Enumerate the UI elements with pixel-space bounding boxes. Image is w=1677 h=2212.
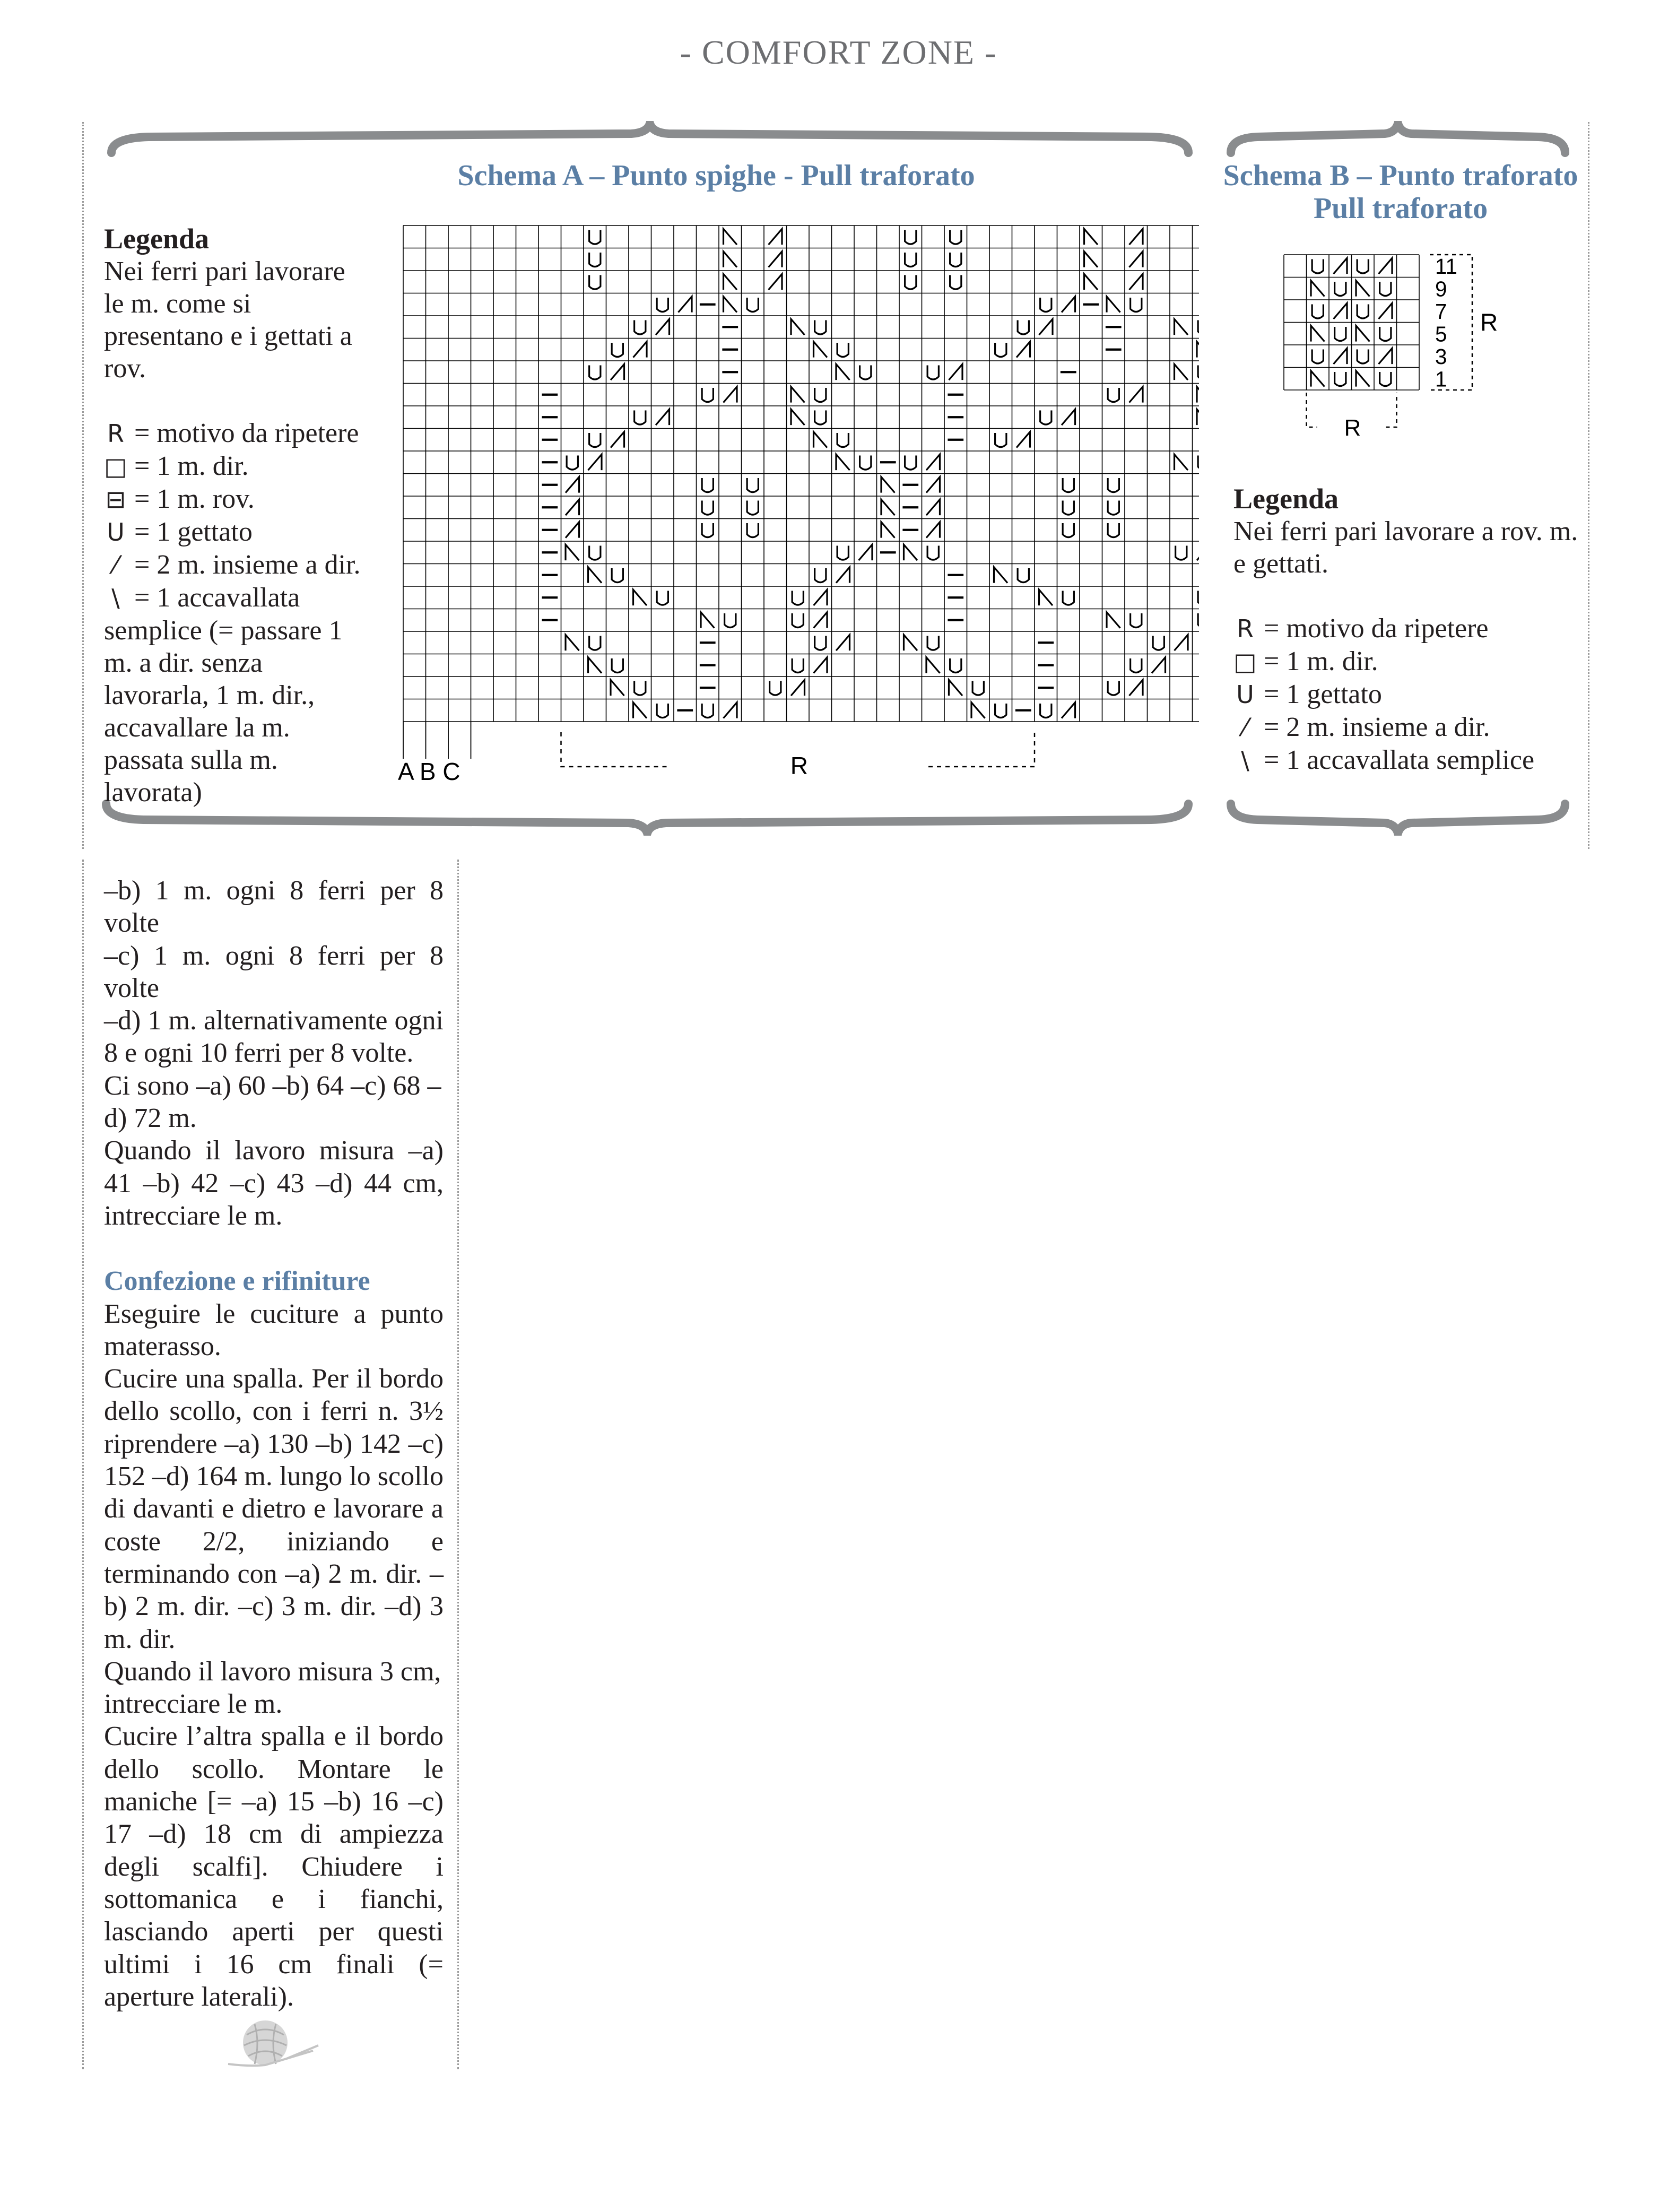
yarn-over-symbol bbox=[1357, 259, 1368, 274]
yarn-over-symbol bbox=[1108, 523, 1119, 537]
legend-a-title: Legenda bbox=[104, 223, 210, 255]
ssk-symbol bbox=[791, 319, 805, 335]
k2tog-symbol bbox=[926, 522, 940, 538]
ssk-symbol bbox=[1175, 364, 1188, 380]
yarn-over-symbol bbox=[1335, 372, 1346, 386]
yarn-over-symbol bbox=[1040, 298, 1052, 312]
column-labels-left: A B C bbox=[398, 758, 460, 785]
yarn-over-symbol bbox=[837, 546, 848, 560]
legend-text: = motivo da ripetere bbox=[127, 418, 359, 448]
k2tog-symbol bbox=[836, 567, 850, 583]
ssk-symbol bbox=[724, 274, 737, 290]
k2tog-symbol bbox=[814, 612, 828, 628]
yarn-over-symbol bbox=[905, 275, 916, 290]
paragraph: Cucire una spalla. Per il bordo dello scollo, con i ferri n. 3½ riprendere –a) 130 –b) 142 –c) 152 –d) 164 m. lungo lo scollo di davanti e dietro e lavorare a coste 2/2, iniziando e terminando con –a) 2 m. dir. –b) 2 m. dir. –c) 3 m. dir. –d) 3 m. dir. bbox=[104, 1364, 444, 1654]
yarn-over-symbol bbox=[1108, 478, 1119, 492]
yarn-over-symbol bbox=[747, 478, 758, 492]
k2tog-symbol bbox=[1062, 409, 1075, 425]
legend-text: = motivo da ripetere bbox=[1257, 613, 1489, 644]
schema-a-chart bbox=[393, 215, 1199, 804]
paragraph: Eseguire le cuciture a punto materasso. bbox=[104, 1298, 444, 1361]
yarn-over-symbol bbox=[1380, 327, 1391, 341]
ssk-symbol bbox=[1084, 229, 1098, 245]
k2tog-symbol bbox=[611, 432, 624, 448]
yarn-over-symbol bbox=[635, 320, 646, 335]
ssk-symbol bbox=[949, 680, 963, 696]
ssk-symbol bbox=[724, 251, 737, 267]
k2tog-symbol bbox=[859, 544, 873, 560]
ssk-symbol bbox=[1356, 371, 1370, 387]
legend-text: = 2 m. insieme a dir. bbox=[127, 550, 361, 580]
yarn-over-symbol bbox=[995, 704, 1006, 718]
k2tog-symbol bbox=[724, 387, 737, 403]
yarn-over-symbol bbox=[950, 230, 961, 245]
ssk-symbol bbox=[791, 387, 805, 403]
k2tog-symbol bbox=[949, 364, 963, 380]
legend-item bbox=[104, 417, 369, 450]
yarn-over-symbol bbox=[702, 478, 713, 492]
frame-left-line bbox=[82, 122, 84, 849]
ssk-symbol bbox=[1197, 342, 1199, 358]
legend-item bbox=[104, 483, 369, 516]
k2tog-symbol bbox=[769, 274, 783, 290]
legend-item bbox=[104, 450, 369, 483]
legend-item bbox=[104, 516, 369, 549]
frame-right-line bbox=[1588, 122, 1589, 849]
bottom-brace-b bbox=[1226, 799, 1570, 836]
yarn-over-symbol bbox=[815, 636, 826, 650]
legend-b-title: Legenda bbox=[1233, 483, 1339, 515]
yarn-over-symbol bbox=[635, 681, 646, 696]
ssk-symbol bbox=[1311, 371, 1325, 387]
yarn-over-symbol bbox=[792, 591, 803, 605]
yarn-over-symbol bbox=[1312, 259, 1323, 274]
side-repeat-label: R bbox=[1480, 308, 1498, 336]
legend-a-items bbox=[104, 417, 369, 809]
yarn-over-symbol bbox=[1018, 320, 1029, 335]
yarn-over-symbol bbox=[905, 253, 916, 267]
yarn-over-symbol bbox=[837, 343, 848, 357]
yarn-over-symbol bbox=[1198, 366, 1199, 380]
yarn-over-symbol bbox=[589, 366, 601, 380]
ssk-symbol bbox=[836, 364, 850, 380]
yarn-over-symbol bbox=[950, 275, 961, 290]
ssk-symbol bbox=[926, 657, 940, 673]
yarn-over-symbol bbox=[1312, 350, 1323, 364]
yarn-over-symbol bbox=[702, 501, 713, 515]
yarn-over-symbol bbox=[1198, 320, 1199, 335]
ssk-symbol bbox=[633, 702, 647, 718]
yarn-over-symbol bbox=[1131, 658, 1142, 673]
schema-b-chart bbox=[1279, 249, 1533, 446]
ssk-symbol bbox=[814, 342, 828, 358]
ssk-symbol bbox=[814, 432, 828, 448]
k2tog-symbol bbox=[566, 499, 579, 515]
paragraph: Quando il lavoro misura 3 cm, intrecciare le m. bbox=[104, 1656, 441, 1720]
yarn-over-symbol bbox=[995, 433, 1006, 447]
bottom-repeat-label: R bbox=[1344, 415, 1361, 441]
k2tog-symbol bbox=[656, 409, 670, 425]
yarn-over-symbol bbox=[1153, 636, 1164, 650]
yarn-over-symbol bbox=[815, 568, 826, 583]
legend-symbol: R bbox=[1237, 614, 1254, 643]
yarn-over-symbol bbox=[747, 501, 758, 515]
yarn-over-symbol bbox=[972, 681, 984, 696]
k2tog-symbol bbox=[926, 477, 940, 493]
ssk-symbol bbox=[904, 544, 918, 560]
yarn-over-symbol bbox=[1335, 327, 1346, 341]
column-right-line bbox=[457, 860, 459, 2069]
legend-item bbox=[1233, 612, 1584, 645]
yarn-over-symbol bbox=[657, 298, 668, 312]
ssk-symbol bbox=[994, 567, 1008, 583]
k2tog-symbol bbox=[1129, 387, 1143, 403]
legend-item bbox=[1233, 744, 1584, 777]
legend-symbol: □ bbox=[104, 452, 127, 481]
yarn-over-symbol bbox=[589, 230, 601, 245]
k2tog-symbol bbox=[1379, 303, 1393, 319]
k2tog-symbol bbox=[611, 364, 624, 380]
legend-symbol: \ bbox=[111, 584, 120, 612]
legend-symbol: ⁄ bbox=[114, 551, 118, 579]
k2tog-symbol bbox=[1062, 297, 1075, 313]
yarn-over-symbol bbox=[1040, 411, 1052, 425]
ssk-symbol bbox=[1175, 319, 1188, 335]
k2tog-symbol bbox=[633, 342, 647, 358]
schema-a-title: Schema A – Punto spighe - Pull traforato bbox=[457, 159, 975, 192]
yarn-over-symbol bbox=[725, 613, 736, 628]
yarn-over-symbol bbox=[1357, 305, 1368, 319]
legend-text: = 1 gettato bbox=[1257, 679, 1382, 709]
yarn-over-symbol bbox=[702, 388, 713, 402]
legend-b-intro: Nei ferri pari lavorare a rov. m. e gettati. bbox=[1233, 516, 1578, 579]
row-number: 9 bbox=[1435, 276, 1447, 301]
k2tog-symbol bbox=[1379, 258, 1393, 274]
ssk-symbol bbox=[611, 680, 624, 696]
yarn-over-symbol bbox=[589, 433, 601, 447]
ssk-symbol bbox=[1311, 326, 1325, 342]
paragraph: –d) 1 m. alternativamente ogni 8 e ogni 10 ferri per 8 volte. bbox=[104, 1005, 444, 1069]
legend-symbol: ⊟ bbox=[105, 485, 126, 514]
ssk-symbol bbox=[971, 702, 985, 718]
yarn-over-symbol bbox=[747, 298, 758, 312]
row-number: 11 bbox=[1435, 254, 1457, 279]
yarn-over-symbol bbox=[1108, 388, 1119, 402]
yarn-over-symbol bbox=[815, 411, 826, 425]
ssk-symbol bbox=[904, 635, 918, 650]
bottom-repeat-label: R bbox=[790, 752, 808, 779]
yarn-over-symbol bbox=[589, 253, 601, 267]
yarn-over-symbol bbox=[589, 275, 601, 290]
schema-b-title: Schema B – Punto traforato Pull traforato bbox=[1223, 159, 1578, 225]
yarn-over-symbol bbox=[1108, 501, 1119, 515]
paragraph: Quando il lavoro misura –a) 41 –b) 42 –c) 43 –d) 44 cm, intrecciare le m. bbox=[104, 1135, 444, 1231]
ssk-symbol bbox=[724, 229, 737, 245]
legend-a-intro: Nei ferri pari lavorare le m. come si presentano e i gettati a rov. bbox=[104, 256, 352, 384]
k2tog-symbol bbox=[1129, 680, 1143, 696]
ssk-symbol bbox=[881, 522, 895, 538]
yarn-over-symbol bbox=[815, 388, 826, 402]
yarn-over-symbol bbox=[747, 523, 758, 537]
k2tog-symbol bbox=[1334, 348, 1348, 364]
ssk-symbol bbox=[791, 409, 805, 425]
row-number: 3 bbox=[1435, 344, 1447, 369]
yarn-over-symbol bbox=[589, 636, 601, 650]
yarn-over-symbol bbox=[612, 343, 623, 357]
yarn-over-symbol bbox=[1131, 613, 1142, 628]
yarn-over-symbol bbox=[612, 568, 623, 583]
ssk-symbol bbox=[881, 477, 895, 493]
k2tog-symbol bbox=[769, 251, 783, 267]
yarn-over-symbol bbox=[567, 456, 578, 470]
k2tog-symbol bbox=[724, 702, 737, 718]
ssk-symbol bbox=[1107, 297, 1120, 313]
k2tog-symbol bbox=[814, 657, 828, 673]
k2tog-symbol bbox=[769, 229, 783, 245]
yarn-over-symbol bbox=[905, 230, 916, 245]
legend-item bbox=[1233, 711, 1584, 744]
ssk-symbol bbox=[1197, 409, 1199, 425]
ssk-symbol bbox=[836, 454, 850, 470]
yarn-over-symbol bbox=[1063, 478, 1074, 492]
ssk-symbol bbox=[1197, 387, 1199, 403]
top-brace-a bbox=[106, 121, 1194, 158]
paragraph: Cucire l’altra spalla e il bordo dello scollo. Montare le maniche [= –a) 15 –b) 16 –c) 17 –d) 18 cm di ampiezza degli scalfi]. Chiudere i sottomanica e i fianchi, lasciando aperti per questi ultimi i 16 cm finali (= aperture laterali). bbox=[104, 1721, 444, 2012]
k2tog-symbol bbox=[814, 589, 828, 605]
yarn-over-symbol bbox=[1312, 305, 1323, 319]
ssk-symbol bbox=[881, 499, 895, 515]
yarn-over-symbol bbox=[770, 681, 781, 696]
legend-item bbox=[1233, 678, 1584, 711]
yarn-over-symbol bbox=[792, 658, 803, 673]
yarn-over-symbol bbox=[1063, 591, 1074, 605]
ssk-symbol bbox=[1084, 251, 1098, 267]
legend-text: = 1 accavallata semplice bbox=[1257, 745, 1535, 775]
paragraph: –b) 1 m. ogni 8 ferri per 8 volte bbox=[104, 875, 444, 939]
yarn-over-symbol bbox=[950, 253, 961, 267]
ssk-symbol bbox=[1107, 612, 1120, 628]
page-header: - COMFORT ZONE - bbox=[680, 33, 997, 71]
instructions-column bbox=[104, 874, 444, 2013]
yarn-over-symbol bbox=[635, 411, 646, 425]
legend-a bbox=[104, 223, 369, 809]
yarn-over-symbol bbox=[702, 523, 713, 537]
yarn-over-symbol bbox=[860, 456, 871, 470]
paragraph: Ci sono –a) 60 –b) 64 –c) 68 –d) 72 m. bbox=[104, 1070, 441, 1134]
yarn-over-symbol bbox=[950, 658, 961, 673]
yarn-over-symbol bbox=[657, 591, 668, 605]
row-number: 7 bbox=[1435, 299, 1447, 324]
k2tog-symbol bbox=[656, 319, 670, 335]
yarn-over-symbol bbox=[1176, 546, 1187, 560]
yarn-over-symbol bbox=[1380, 372, 1391, 386]
ssk-symbol bbox=[1356, 326, 1370, 342]
ssk-symbol bbox=[566, 544, 579, 560]
legend-b-items bbox=[1233, 612, 1584, 777]
yarn-over-symbol bbox=[702, 704, 713, 718]
k2tog-symbol bbox=[1379, 348, 1393, 364]
legend-text: = 1 m. dir. bbox=[127, 451, 249, 481]
yarn-over-symbol bbox=[927, 546, 939, 560]
legend-item bbox=[104, 582, 369, 809]
ssk-symbol bbox=[633, 589, 647, 605]
legend-symbol: U bbox=[1236, 680, 1254, 709]
ssk-symbol bbox=[1311, 281, 1325, 297]
yarn-over-symbol bbox=[1131, 298, 1142, 312]
legend-item bbox=[1233, 645, 1584, 678]
legend-item bbox=[104, 549, 369, 582]
k2tog-symbol bbox=[1016, 342, 1030, 358]
ssk-symbol bbox=[701, 612, 715, 628]
yarn-over-symbol bbox=[657, 704, 668, 718]
k2tog-symbol bbox=[1334, 258, 1348, 274]
row-number: 5 bbox=[1435, 322, 1447, 346]
k2tog-symbol bbox=[1062, 702, 1075, 718]
yarn-over-symbol bbox=[589, 546, 601, 560]
yarn-ball-icon bbox=[218, 2014, 324, 2072]
column-left-line bbox=[82, 860, 84, 2069]
yarn-over-symbol bbox=[1198, 613, 1199, 628]
yarn-over-symbol bbox=[612, 658, 623, 673]
legend-b bbox=[1233, 483, 1584, 777]
k2tog-symbol bbox=[1175, 635, 1188, 650]
yarn-over-symbol bbox=[1108, 681, 1119, 696]
k2tog-symbol bbox=[836, 635, 850, 650]
yarn-over-symbol bbox=[1018, 568, 1029, 583]
top-brace-b bbox=[1226, 121, 1570, 158]
k2tog-symbol bbox=[566, 477, 579, 493]
legend-symbol: R bbox=[107, 419, 124, 448]
k2tog-symbol bbox=[566, 522, 579, 538]
ssk-symbol bbox=[724, 297, 737, 313]
k2tog-symbol bbox=[1039, 319, 1053, 335]
k2tog-symbol bbox=[1129, 251, 1143, 267]
paragraph: –c) 1 m. ogni 8 ferri per 8 volte bbox=[104, 940, 444, 1003]
ssk-symbol bbox=[588, 567, 602, 583]
legend-symbol: ⁄ bbox=[1243, 713, 1247, 742]
yarn-over-symbol bbox=[995, 343, 1006, 357]
yarn-over-symbol bbox=[1335, 282, 1346, 296]
yarn-over-symbol bbox=[860, 366, 871, 380]
k2tog-symbol bbox=[926, 454, 940, 470]
legend-text: = 1 m. dir. bbox=[1257, 646, 1378, 676]
yarn-over-symbol bbox=[927, 366, 939, 380]
k2tog-symbol bbox=[1129, 229, 1143, 245]
yarn-over-symbol bbox=[1198, 591, 1199, 605]
k2tog-symbol bbox=[1129, 274, 1143, 290]
ssk-symbol bbox=[1084, 274, 1098, 290]
k2tog-symbol bbox=[926, 499, 940, 515]
k2tog-symbol bbox=[1334, 303, 1348, 319]
section-heading: Confezione e rifiniture bbox=[104, 1266, 370, 1297]
legend-text: = 1 accavallata semplice (= passare 1 m. a dir. senza lavorarla, 1 m. dir., accavallare la m. passata sulla m. lavorata) bbox=[104, 583, 343, 808]
yarn-over-symbol bbox=[1040, 704, 1052, 718]
yarn-over-symbol bbox=[792, 613, 803, 628]
yarn-over-symbol bbox=[905, 456, 916, 470]
ssk-symbol bbox=[1039, 589, 1053, 605]
ssk-symbol bbox=[566, 635, 579, 650]
yarn-over-symbol bbox=[1380, 282, 1391, 296]
ssk-symbol bbox=[1175, 454, 1188, 470]
ssk-symbol bbox=[1356, 281, 1370, 297]
k2tog-symbol bbox=[1197, 544, 1199, 560]
yarn-over-symbol bbox=[1198, 456, 1199, 470]
row-number: 1 bbox=[1435, 367, 1447, 392]
k2tog-symbol bbox=[588, 454, 602, 470]
legend-text: = 1 gettato bbox=[127, 517, 253, 547]
ssk-symbol bbox=[588, 657, 602, 673]
k2tog-symbol bbox=[1016, 432, 1030, 448]
legend-symbol: □ bbox=[1233, 647, 1257, 676]
yarn-over-symbol bbox=[837, 433, 848, 447]
yarn-over-symbol bbox=[1357, 350, 1368, 364]
legend-text: = 1 m. rov. bbox=[127, 484, 255, 514]
k2tog-symbol bbox=[791, 680, 805, 696]
legend-symbol: U bbox=[107, 518, 125, 547]
yarn-over-symbol bbox=[815, 320, 826, 335]
yarn-over-symbol bbox=[1063, 501, 1074, 515]
yarn-over-symbol bbox=[1063, 523, 1074, 537]
legend-text: = 2 m. insieme a dir. bbox=[1257, 712, 1490, 742]
k2tog-symbol bbox=[1152, 657, 1166, 673]
legend-symbol: \ bbox=[1241, 746, 1249, 775]
yarn-over-symbol bbox=[927, 636, 939, 650]
k2tog-symbol bbox=[679, 297, 692, 313]
